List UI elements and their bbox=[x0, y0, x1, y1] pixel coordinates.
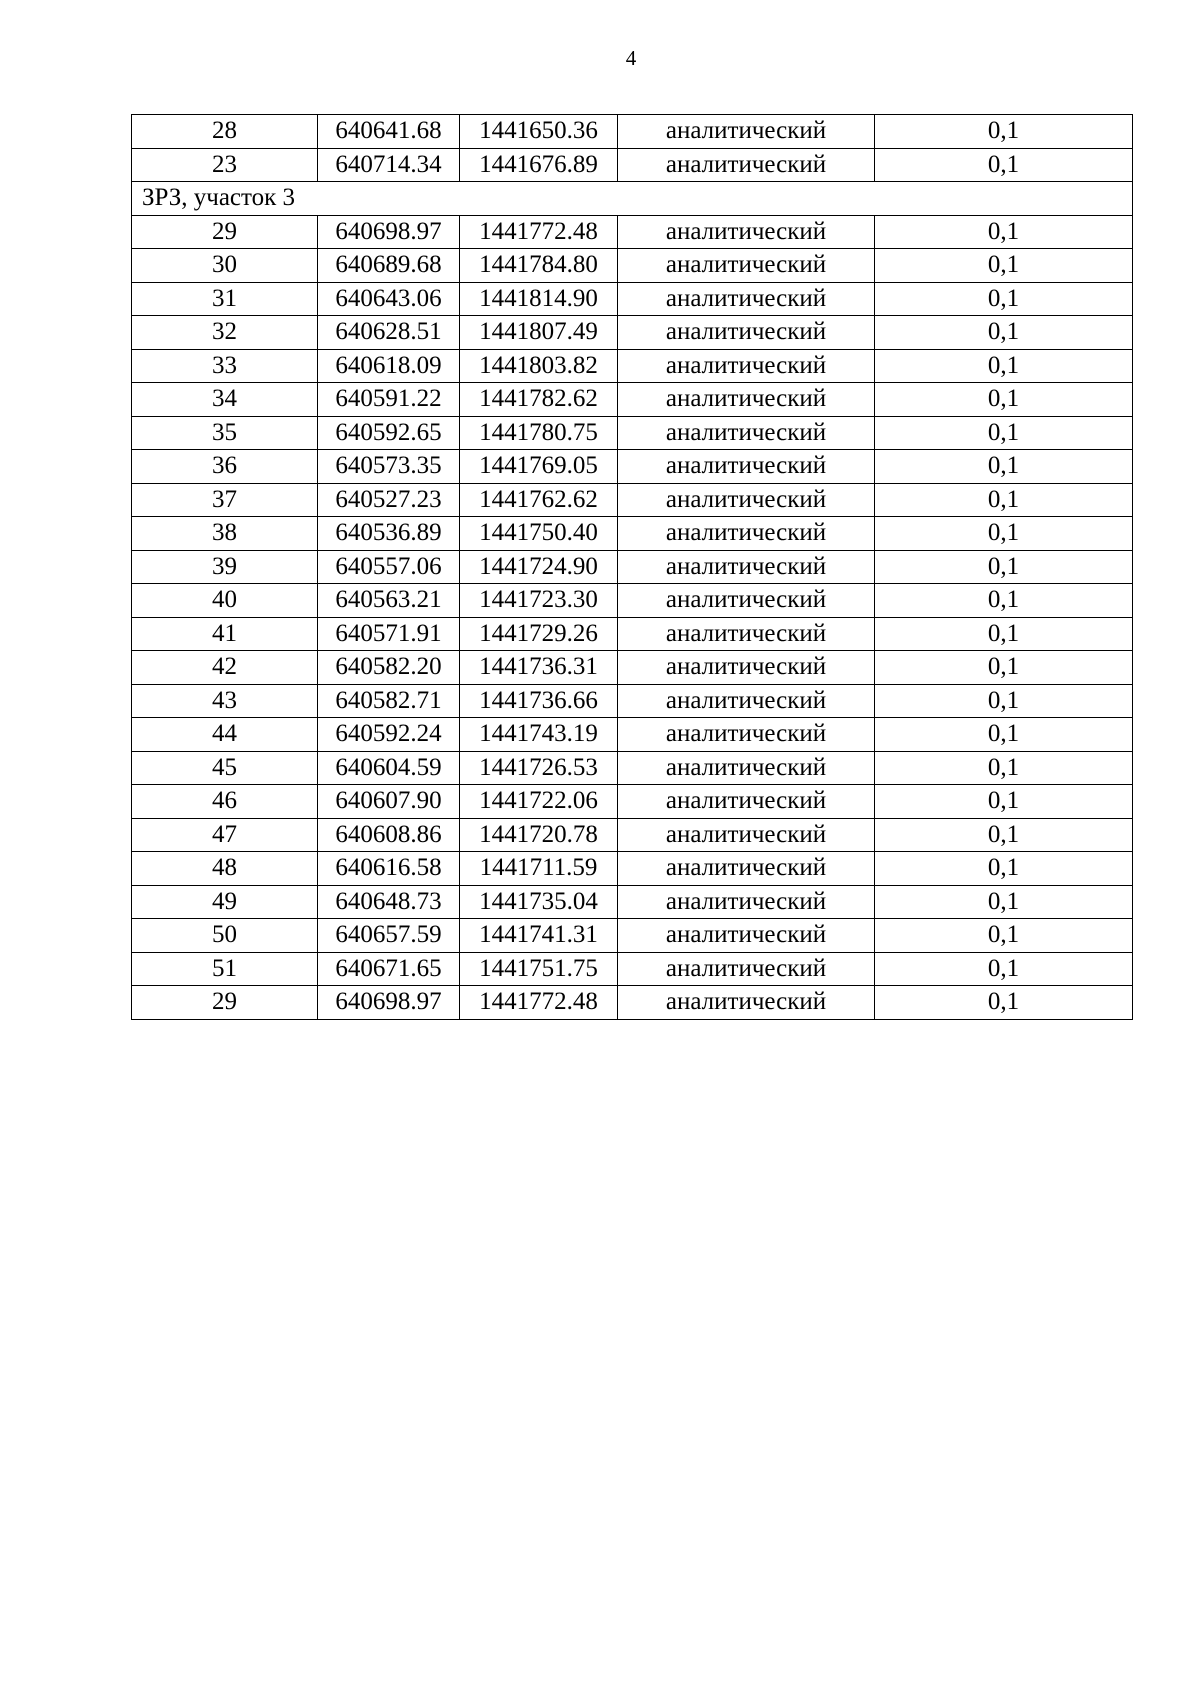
method-cell: аналитический bbox=[618, 550, 875, 584]
coordinates-table bbox=[131, 114, 1133, 1020]
table-row bbox=[132, 785, 1133, 819]
y-coordinate-cell: 1441723.30 bbox=[460, 584, 618, 618]
method-cell: аналитический bbox=[618, 148, 875, 182]
method-cell: аналитический bbox=[618, 316, 875, 350]
y-coordinate-cell: 1441751.75 bbox=[460, 952, 618, 986]
page-number: 4 bbox=[625, 46, 637, 70]
y-coordinate-cell: 1441769.05 bbox=[460, 450, 618, 484]
y-coordinate-cell: 1441650.36 bbox=[460, 115, 618, 149]
accuracy-cell: 0,1 bbox=[875, 651, 1133, 685]
x-coordinate-cell: 640648.73 bbox=[318, 885, 460, 919]
point-number-cell: 35 bbox=[132, 416, 318, 450]
point-number-cell: 23 bbox=[132, 148, 318, 182]
x-coordinate-cell: 640582.20 bbox=[318, 651, 460, 685]
point-number-cell: 30 bbox=[132, 249, 318, 283]
method-cell: аналитический bbox=[618, 383, 875, 417]
point-number-cell: 31 bbox=[132, 282, 318, 316]
method-cell: аналитический bbox=[618, 483, 875, 517]
x-coordinate-cell: 640573.35 bbox=[318, 450, 460, 484]
x-coordinate-cell: 640628.51 bbox=[318, 316, 460, 350]
point-number-cell: 49 bbox=[132, 885, 318, 919]
accuracy-cell: 0,1 bbox=[875, 282, 1133, 316]
accuracy-cell: 0,1 bbox=[875, 952, 1133, 986]
x-coordinate-cell: 640557.06 bbox=[318, 550, 460, 584]
table-row bbox=[132, 718, 1133, 752]
x-coordinate-cell: 640582.71 bbox=[318, 684, 460, 718]
y-coordinate-cell: 1441676.89 bbox=[460, 148, 618, 182]
accuracy-cell: 0,1 bbox=[875, 483, 1133, 517]
table-row bbox=[132, 550, 1133, 584]
y-coordinate-cell: 1441782.62 bbox=[460, 383, 618, 417]
coordinates-table-body bbox=[132, 115, 1133, 1020]
y-coordinate-cell: 1441814.90 bbox=[460, 282, 618, 316]
x-coordinate-cell: 640604.59 bbox=[318, 751, 460, 785]
point-number-cell: 34 bbox=[132, 383, 318, 417]
table-row bbox=[132, 115, 1133, 149]
y-coordinate-cell: 1441762.62 bbox=[460, 483, 618, 517]
point-number-cell: 47 bbox=[132, 818, 318, 852]
table-row bbox=[132, 684, 1133, 718]
x-coordinate-cell: 640591.22 bbox=[318, 383, 460, 417]
accuracy-cell: 0,1 bbox=[875, 115, 1133, 149]
table-row bbox=[132, 617, 1133, 651]
table-row bbox=[132, 952, 1133, 986]
accuracy-cell: 0,1 bbox=[875, 349, 1133, 383]
table-row bbox=[132, 852, 1133, 886]
table-row bbox=[132, 316, 1133, 350]
accuracy-cell: 0,1 bbox=[875, 416, 1133, 450]
point-number-cell: 50 bbox=[132, 919, 318, 953]
table-row bbox=[132, 986, 1133, 1020]
method-cell: аналитический bbox=[618, 751, 875, 785]
point-number-cell: 40 bbox=[132, 584, 318, 618]
point-number-cell: 32 bbox=[132, 316, 318, 350]
table-row bbox=[132, 215, 1133, 249]
y-coordinate-cell: 1441729.26 bbox=[460, 617, 618, 651]
point-number-cell: 29 bbox=[132, 986, 318, 1020]
method-cell: аналитический bbox=[618, 517, 875, 551]
method-cell: аналитический bbox=[618, 885, 875, 919]
point-number-cell: 38 bbox=[132, 517, 318, 551]
accuracy-cell: 0,1 bbox=[875, 215, 1133, 249]
table-row bbox=[132, 651, 1133, 685]
table-row bbox=[132, 349, 1133, 383]
y-coordinate-cell: 1441726.53 bbox=[460, 751, 618, 785]
method-cell: аналитический bbox=[618, 852, 875, 886]
accuracy-cell: 0,1 bbox=[875, 986, 1133, 1020]
accuracy-cell: 0,1 bbox=[875, 450, 1133, 484]
accuracy-cell: 0,1 bbox=[875, 718, 1133, 752]
table-row bbox=[132, 450, 1133, 484]
method-cell: аналитический bbox=[618, 584, 875, 618]
x-coordinate-cell: 640698.97 bbox=[318, 986, 460, 1020]
method-cell: аналитический bbox=[618, 416, 875, 450]
accuracy-cell: 0,1 bbox=[875, 919, 1133, 953]
y-coordinate-cell: 1441736.31 bbox=[460, 651, 618, 685]
point-number-cell: 37 bbox=[132, 483, 318, 517]
x-coordinate-cell: 640618.09 bbox=[318, 349, 460, 383]
point-number-cell: 29 bbox=[132, 215, 318, 249]
method-cell: аналитический bbox=[618, 986, 875, 1020]
x-coordinate-cell: 640527.23 bbox=[318, 483, 460, 517]
table-row bbox=[132, 751, 1133, 785]
y-coordinate-cell: 1441784.80 bbox=[460, 249, 618, 283]
method-cell: аналитический bbox=[618, 450, 875, 484]
x-coordinate-cell: 640592.65 bbox=[318, 416, 460, 450]
point-number-cell: 46 bbox=[132, 785, 318, 819]
x-coordinate-cell: 640641.68 bbox=[318, 115, 460, 149]
table-row bbox=[132, 517, 1133, 551]
method-cell: аналитический bbox=[618, 718, 875, 752]
x-coordinate-cell: 640616.58 bbox=[318, 852, 460, 886]
point-number-cell: 48 bbox=[132, 852, 318, 886]
x-coordinate-cell: 640689.68 bbox=[318, 249, 460, 283]
accuracy-cell: 0,1 bbox=[875, 517, 1133, 551]
point-number-cell: 41 bbox=[132, 617, 318, 651]
accuracy-cell: 0,1 bbox=[875, 751, 1133, 785]
method-cell: аналитический bbox=[618, 952, 875, 986]
y-coordinate-cell: 1441772.48 bbox=[460, 215, 618, 249]
accuracy-cell: 0,1 bbox=[875, 818, 1133, 852]
method-cell: аналитический bbox=[618, 919, 875, 953]
x-coordinate-cell: 640607.90 bbox=[318, 785, 460, 819]
accuracy-cell: 0,1 bbox=[875, 852, 1133, 886]
method-cell: аналитический bbox=[618, 282, 875, 316]
point-number-cell: 28 bbox=[132, 115, 318, 149]
y-coordinate-cell: 1441735.04 bbox=[460, 885, 618, 919]
point-number-cell: 42 bbox=[132, 651, 318, 685]
table-row bbox=[132, 818, 1133, 852]
section-title: ЗРЗ, участок 3 bbox=[132, 182, 1133, 216]
x-coordinate-cell: 640592.24 bbox=[318, 718, 460, 752]
point-number-cell: 33 bbox=[132, 349, 318, 383]
y-coordinate-cell: 1441780.75 bbox=[460, 416, 618, 450]
x-coordinate-cell: 640608.86 bbox=[318, 818, 460, 852]
table-row bbox=[132, 282, 1133, 316]
accuracy-cell: 0,1 bbox=[875, 617, 1133, 651]
accuracy-cell: 0,1 bbox=[875, 316, 1133, 350]
accuracy-cell: 0,1 bbox=[875, 885, 1133, 919]
method-cell: аналитический bbox=[618, 349, 875, 383]
point-number-cell: 45 bbox=[132, 751, 318, 785]
x-coordinate-cell: 640536.89 bbox=[318, 517, 460, 551]
x-coordinate-cell: 640563.21 bbox=[318, 584, 460, 618]
accuracy-cell: 0,1 bbox=[875, 550, 1133, 584]
table-row bbox=[132, 416, 1133, 450]
point-number-cell: 39 bbox=[132, 550, 318, 584]
x-coordinate-cell: 640643.06 bbox=[318, 282, 460, 316]
method-cell: аналитический bbox=[618, 651, 875, 685]
table-row bbox=[132, 483, 1133, 517]
x-coordinate-cell: 640657.59 bbox=[318, 919, 460, 953]
y-coordinate-cell: 1441722.06 bbox=[460, 785, 618, 819]
y-coordinate-cell: 1441741.31 bbox=[460, 919, 618, 953]
table-row bbox=[132, 584, 1133, 618]
y-coordinate-cell: 1441736.66 bbox=[460, 684, 618, 718]
table-row bbox=[132, 383, 1133, 417]
accuracy-cell: 0,1 bbox=[875, 684, 1133, 718]
method-cell: аналитический bbox=[618, 115, 875, 149]
y-coordinate-cell: 1441711.59 bbox=[460, 852, 618, 886]
method-cell: аналитический bbox=[618, 785, 875, 819]
table-row bbox=[132, 919, 1133, 953]
accuracy-cell: 0,1 bbox=[875, 383, 1133, 417]
x-coordinate-cell: 640671.65 bbox=[318, 952, 460, 986]
section-row bbox=[132, 182, 1133, 216]
method-cell: аналитический bbox=[618, 684, 875, 718]
x-coordinate-cell: 640698.97 bbox=[318, 215, 460, 249]
point-number-cell: 44 bbox=[132, 718, 318, 752]
method-cell: аналитический bbox=[618, 818, 875, 852]
table-row bbox=[132, 249, 1133, 283]
y-coordinate-cell: 1441743.19 bbox=[460, 718, 618, 752]
table-row bbox=[132, 885, 1133, 919]
accuracy-cell: 0,1 bbox=[875, 249, 1133, 283]
accuracy-cell: 0,1 bbox=[875, 785, 1133, 819]
method-cell: аналитический bbox=[618, 215, 875, 249]
accuracy-cell: 0,1 bbox=[875, 148, 1133, 182]
table-row bbox=[132, 148, 1133, 182]
point-number-cell: 51 bbox=[132, 952, 318, 986]
point-number-cell: 36 bbox=[132, 450, 318, 484]
y-coordinate-cell: 1441724.90 bbox=[460, 550, 618, 584]
method-cell: аналитический bbox=[618, 617, 875, 651]
method-cell: аналитический bbox=[618, 249, 875, 283]
x-coordinate-cell: 640714.34 bbox=[318, 148, 460, 182]
y-coordinate-cell: 1441720.78 bbox=[460, 818, 618, 852]
point-number-cell: 43 bbox=[132, 684, 318, 718]
y-coordinate-cell: 1441807.49 bbox=[460, 316, 618, 350]
y-coordinate-cell: 1441803.82 bbox=[460, 349, 618, 383]
y-coordinate-cell: 1441772.48 bbox=[460, 986, 618, 1020]
x-coordinate-cell: 640571.91 bbox=[318, 617, 460, 651]
accuracy-cell: 0,1 bbox=[875, 584, 1133, 618]
y-coordinate-cell: 1441750.40 bbox=[460, 517, 618, 551]
